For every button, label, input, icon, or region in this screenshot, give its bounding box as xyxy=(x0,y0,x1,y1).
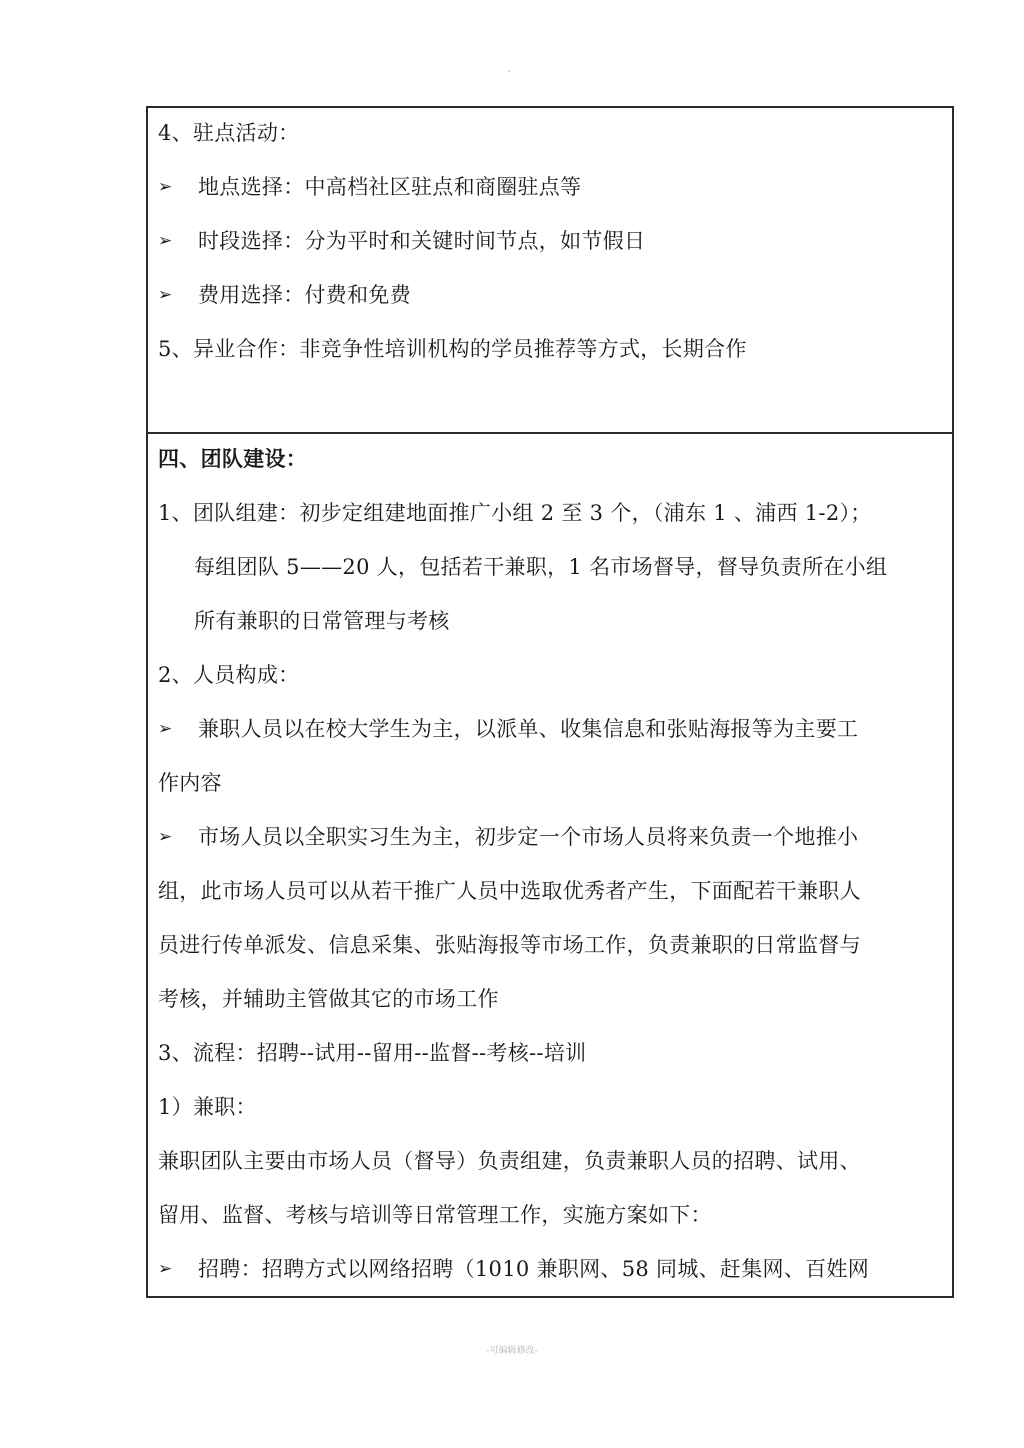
item2-title: 2、人员构成： xyxy=(158,663,300,687)
table-row xyxy=(147,107,953,433)
section-heading: 四、团队建设： xyxy=(158,446,308,471)
paragraph-line2: 留用、监督、考核与培训等日常管理工作，实施方案如下： xyxy=(158,1203,712,1227)
activity-cell xyxy=(147,107,953,433)
bullet-parttime: ➢ 兼职人员以在校大学生为主，以派单、收集信息和张贴海报等为主要工 xyxy=(158,702,952,756)
team-building-cell xyxy=(147,433,953,1297)
arrow-bullet-icon: ➢ xyxy=(158,719,173,739)
bullet-market-cont1: 组，此市场人员可以从若干推广人员中选取优秀者产生，下面配若干兼职人 xyxy=(158,879,861,903)
bullet-market-cont3: 考核，并辅助主管做其它的市场工作 xyxy=(158,987,499,1011)
paragraph-line1: 兼职团队主要由市场人员（督导）负责组建，负责兼职人员的招聘、试用、 xyxy=(158,1149,861,1173)
bullet-time: ➢ 时段选择：分为平时和关键时间节点，如节假日 xyxy=(158,214,952,268)
bullet-cost: ➢ 费用选择：付费和免费 xyxy=(158,268,952,322)
sub1-title: 1）兼职： xyxy=(158,1095,257,1119)
bullet-market-cont2: 员进行传单派发、信息采集、张贴海报等市场工作，负责兼职的日常监督与 xyxy=(158,933,861,957)
arrow-bullet-icon: ➢ xyxy=(158,177,173,197)
item4-title: 4、驻点活动： xyxy=(158,121,300,145)
page-top-mark xyxy=(508,70,510,72)
item5-cooperation: 5、异业合作：非竞争性培训机构的学员推荐等方式，长期合作 xyxy=(158,337,747,361)
item1-line2: 每组团队 5——20 人，包括若干兼职，1 名市场督导，督导负责所在小组 xyxy=(194,555,888,579)
bullet-location: ➢ 地点选择：中高档社区驻点和商圈驻点等 xyxy=(158,160,952,214)
bullet-recruit: ➢ 招聘：招聘方式以网络招聘（1010 兼职网、58 同城、赶集网、百姓网 xyxy=(158,1242,952,1296)
document-table xyxy=(146,106,954,1298)
table-row xyxy=(147,433,953,1297)
arrow-bullet-icon: ➢ xyxy=(158,231,173,251)
item3-process: 3、流程：招聘--试用--留用--监督--考核--培训 xyxy=(158,1041,587,1065)
arrow-bullet-icon: ➢ xyxy=(158,1259,173,1279)
bullet-market: ➢ 市场人员以全职实习生为主，初步定一个市场人员将来负责一个地推小 xyxy=(158,810,952,864)
arrow-bullet-icon: ➢ xyxy=(158,827,173,847)
item1-line3: 所有兼职的日常管理与考核 xyxy=(194,609,450,633)
bullet-parttime-cont: 作内容 xyxy=(158,771,222,795)
page-footer: -可编辑修改- xyxy=(486,1346,538,1356)
arrow-bullet-icon: ➢ xyxy=(158,285,173,305)
item1-line1: 1、团队组建：初步定组建地面推广小组 2 至 3 个，（浦东 1 、浦西 1-2）； xyxy=(158,501,872,525)
